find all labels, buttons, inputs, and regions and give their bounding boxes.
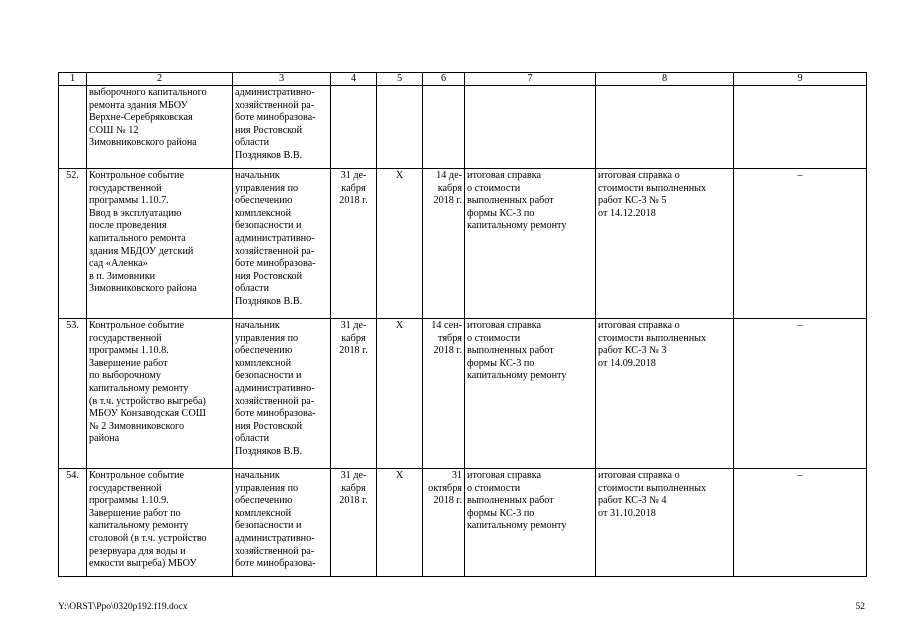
- header-cell: 4: [331, 73, 377, 86]
- responsible-person: начальник управления по обеспечению комплексной безопасности и административно- хозяйственной ра- боте минобразова- ния Ростовской области Поздняков В.В.: [233, 169, 331, 319]
- header-cell: 5: [377, 73, 423, 86]
- table-row: [59, 169, 867, 319]
- document-details: итоговая справка о стоимости выполненных работ КС-3 № 5 от 14.12.2018: [596, 169, 734, 319]
- header-cell: 6: [423, 73, 465, 86]
- document-type: итоговая справка о стоимости выполненных работ формы КС-3 по капитальному ремонту: [465, 319, 596, 469]
- header-row: [59, 73, 867, 86]
- note: –: [734, 469, 867, 577]
- header-cell: 7: [465, 73, 596, 86]
- note: –: [734, 169, 867, 319]
- page-number: 52: [855, 602, 865, 612]
- row-number: [59, 86, 87, 169]
- document-type: итоговая справка о стоимости выполненных работ формы КС-3 по капитальному ремонту: [465, 169, 596, 319]
- planned-date: 31 де- кабря 2018 г.: [331, 469, 377, 577]
- control-event: Контрольное событие государственной программы 1.10.7. Ввод в эксплуатацию после проведения капитального ремонта здания МБДОУ детский сад «Аленка» в п. Зимовники Зимовниковского района: [87, 169, 233, 319]
- planned-date: [331, 86, 377, 169]
- header-cell: 9: [734, 73, 867, 86]
- document-details: итоговая справка о стоимости выполненных работ КС-3 № 3 от 14.09.2018: [596, 319, 734, 469]
- table-row: [59, 86, 867, 169]
- actual-date: 31 октября 2018 г.: [423, 469, 465, 577]
- document-details: итоговая справка о стоимости выполненных работ КС-3 № 4 от 31.10.2018: [596, 469, 734, 577]
- actual-date: 14 де- кабря 2018 г.: [423, 169, 465, 319]
- responsible-person: начальник управления по обеспечению комплексной безопасности и административно- хозяйственной ра- боте минобразова-: [233, 469, 331, 577]
- header-cell: 2: [87, 73, 233, 86]
- header-cell: 3: [233, 73, 331, 86]
- document-details: [596, 86, 734, 169]
- row-number: 52.: [59, 169, 87, 319]
- responsible-person: начальник управления по обеспечению комплексной безопасности и административно- хозяйственной ра- боте минобразова- ния Ростовской области Поздняков В.В.: [233, 319, 331, 469]
- report-table: [58, 72, 867, 577]
- planned-date: 31 де- кабря 2018 г.: [331, 169, 377, 319]
- table-row: [59, 319, 867, 469]
- responsible-person: административно- хозяйственной ра- боте минобразова- ния Ростовской области Поздняков В.В.: [233, 86, 331, 169]
- control-event: Контрольное событие государственной программы 1.10.8. Завершение работ по выборочному капитальному ремонту (в т.ч. устройство выгреба) МБОУ Конзаводская СОШ № 2 Зимовниковского района: [87, 319, 233, 469]
- actual-date: 14 сен- тября 2018 г.: [423, 319, 465, 469]
- file-path: Y:\ORST\Ppo\0320p192.f19.docx: [58, 602, 188, 612]
- column-5: [377, 86, 423, 169]
- row-number: 53.: [59, 319, 87, 469]
- column-5: Х: [377, 169, 423, 319]
- column-5: Х: [377, 469, 423, 577]
- table-row: [59, 469, 867, 577]
- column-5: Х: [377, 319, 423, 469]
- actual-date: [423, 86, 465, 169]
- row-number: 54.: [59, 469, 87, 577]
- note: [734, 86, 867, 169]
- header-cell: 8: [596, 73, 734, 86]
- control-event: выборочного капитального ремонта здания МБОУ Верхне-Серебряковская СОШ № 12 Зимовниковского района: [87, 86, 233, 169]
- header-cell: 1: [59, 73, 87, 86]
- control-event: Контрольное событие государственной программы 1.10.9. Завершение работ по капитальному ремонту столовой (в т.ч. устройство резервуара для воды и емкости выгреба) МБОУ: [87, 469, 233, 577]
- document-type: итоговая справка о стоимости выполненных работ формы КС-3 по капитальному ремонту: [465, 469, 596, 577]
- note: –: [734, 319, 867, 469]
- planned-date: 31 де- кабря 2018 г.: [331, 319, 377, 469]
- document-type: [465, 86, 596, 169]
